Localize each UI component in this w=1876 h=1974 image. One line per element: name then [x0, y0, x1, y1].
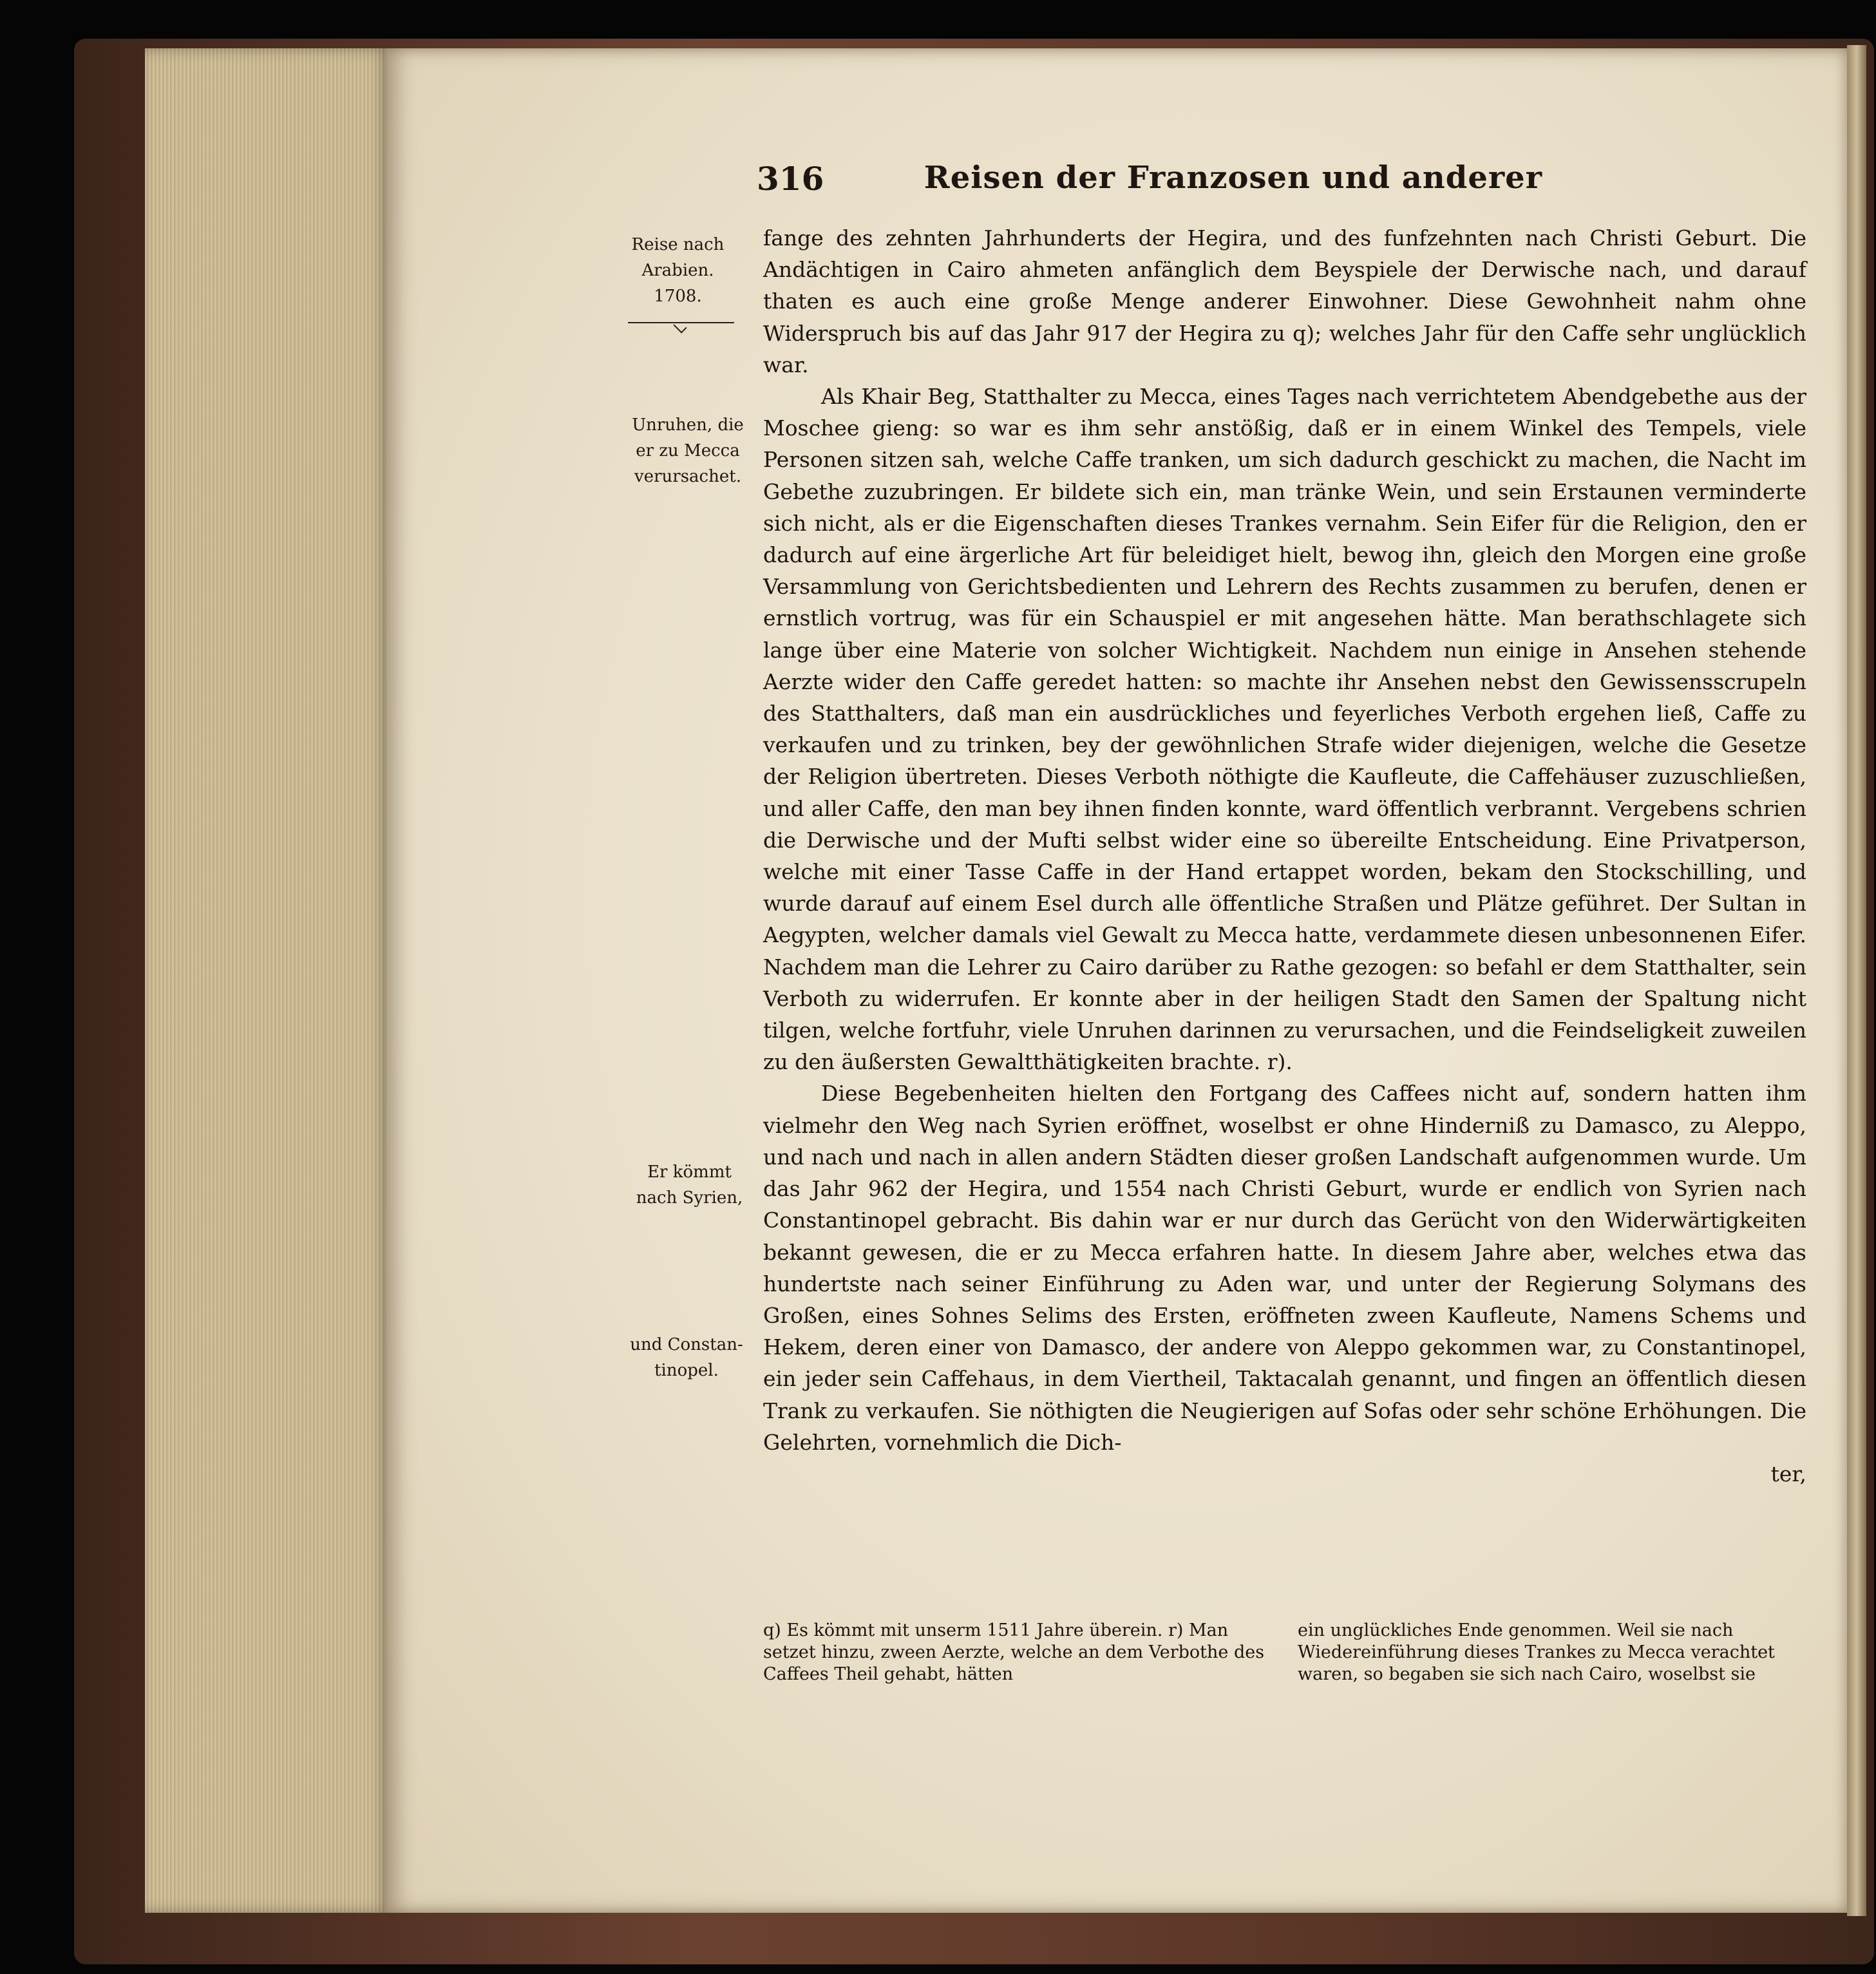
margin-note-travel [625, 232, 731, 309]
body-text [763, 222, 1806, 1490]
footnote-column-left: q) Es kömmt mit unserm 1511 Jahre überein. r) Man setzet hinzu, zween Aerzte, welche an dem Verbothe des Caffees Theil gehabt, hätten [763, 1620, 1265, 1684]
page-number: 316 [757, 160, 824, 198]
margin-note-line: und Constan- [630, 1335, 743, 1354]
margin-rule [628, 322, 734, 334]
paragraph-3: Diese Begebenheiten hielten den Fortgang des Caffees nicht auf, sondern hatten ihm vielmehr den Weg nach Syrien eröffnet, woselbst er ohne Hinderniß zu Damasco, zu Aleppo, und nach und nach in allen andern Städten dieser großen Landschaft aufgenommen wurde. Um das Jahr 962 der Hegira, und 1554 nach Christi Geburt, wurde er endlich von Syrien nach Constantinopel gebracht. Bis dahin war er nur durch das Gerücht von den Widerwärtigkeiten bekannt gewesen, die er zu Mecca erfahren hatte. In diesem Jahre aber, welches etwa das hundertste nach seiner Einführung zu Aden war, und unter der Regierung Solymans des Großen, eines Sohnes Selims des Ersten, eröffneten zween Kaufleute, Namens Schems und Hekem, deren einer von Damasco, der andere von Aleppo gekommen war, zu Constantinopel, ein jeder sein Caffehaus, in dem Viertheil, Taktacalah genannt, und fingen an öffentlich diesen Trank zu verkaufen. Sie nöthigten die Neugierigen auf Sofas oder sehr schöne Erhöhungen. Die Gelehrten, vornehmlich die Dich- [763, 1081, 1806, 1455]
margin-note-line: tinopel. [654, 1361, 719, 1380]
running-title: Reisen der Franzosen und anderer [924, 160, 1542, 196]
paragraph-1: fange des zehnten Jahrhunderts der Hegira, und des funfzehnten nach Christi Geburt. Die Andächtigen in Cairo ahmeten anfänglich dem Beyspiele der Derwische nach, und darauf thaten es auch eine große Menge anderer Einwohner. Diese Gewohnheit nahm ohne Widerspruch bis auf das Jahr 917 der Hegira zu q); welches Jahr für den Caffe sehr unglücklich war. [763, 225, 1806, 377]
margin-note-unrest [623, 412, 752, 489]
margin-note-line: Er kömmt [647, 1163, 732, 1182]
margin-note-line: verursachet. [634, 467, 741, 486]
margin-note-syria [623, 1159, 755, 1211]
margin-note-line: Reise nach [631, 235, 725, 254]
page-edges [145, 48, 390, 1913]
paragraph-2: Als Khair Beg, Statthalter zu Mecca, eines Tages nach verrichtetem Abendgebethe aus der Moschee gieng: so war es ihm sehr anstößig, daß er in einem Winkel des Tempels, viele Personen sitzen sah, welche Caffe tranken, um sich dadurch geschickt zu machen, die Nacht im Gebethe zuzubringen. Er bildete sich ein, man tränke Wein, und sein Erstaunen verminderte sich nicht, als er die Eigenschaften dieses Trankes vernahm. Sein Eifer für die Religion, den er dadurch auf eine ärgerliche Art für beleidiget hielt, bewog ihn, gleich den Morgen eine große Versammlung von Gerichtsbedienten und Lehrern des Rechts zusammen zu berufen, denen er ernstlich vortrug, was für ein Schauspiel er mit angesehen hätte. Man berathschlagete sich lange über eine Materie von solcher Wichtigkeit. Nachdem nun einige in Ansehen stehende Aerzte wider den Caffe geredet hatten: so machte ihr Ansehen nebst den Gewissensscrupeln des Statthalters, daß man ein ausdrückliches und feyerliches Verboth ergehen ließ, Caffe zu verkaufen und zu trinken, bey der gewöhnlichen Strafe wider diejenigen, welche die Gesetze der Religion übertreten. Dieses Verboth nöthigte die Kaufleute, die Caffehäuser zuzuschließen, und aller Caffe, den man bey ihnen finden konnte, ward öffentlich verbrannt. Vergebens schrien die Derwische und der Mufti selbst wider eine so übereilte Entscheidung. Eine Privatperson, welche mit einer Tasse Caffe in der Hand ertappet worden, bekam den Stockschilling, und wurde darauf auf einem Esel durch alle öffentliche Straßen und Plätze geführet. Der Sultan in Aegypten, welcher damals viel Gewalt zu Mecca hatte, verdammete diesen unbesonnenen Eifer. Nachdem man die Lehrer zu Cairo darüber zu Rathe gezogen: so befahl er dem Statthalter, sein Verboth zu widerrufen. Er konnte aber in der heiligen Stadt den Samen der Spaltung nicht tilgen, welche fortfuhr, viele Unruhen darinnen zu verursachen, und die Feindseligkeit zuweilen zu den äußersten Gewaltthätigkeiten brachte. r). [763, 384, 1806, 1075]
margin-note-line: Arabien. [641, 261, 714, 280]
margin-note-line: Unruhen, die [632, 415, 744, 435]
margin-note-line: nach Syrien, [636, 1188, 743, 1208]
footnote-column-right: ein unglückliches Ende genommen. Weil sie nach Wiedereinführung dieses Trankes zu Mecca verachtet waren, so begaben sie sich nach Cairo, woselbst sie [1298, 1620, 1775, 1684]
margin-note-line: er zu Mecca [636, 441, 740, 460]
right-page-edge [1847, 45, 1866, 1916]
margin-note-constantinople [622, 1332, 751, 1383]
margin-note-line: 1708. [654, 287, 702, 306]
page-header [757, 160, 1542, 205]
catchword: ter, [1770, 1461, 1806, 1486]
